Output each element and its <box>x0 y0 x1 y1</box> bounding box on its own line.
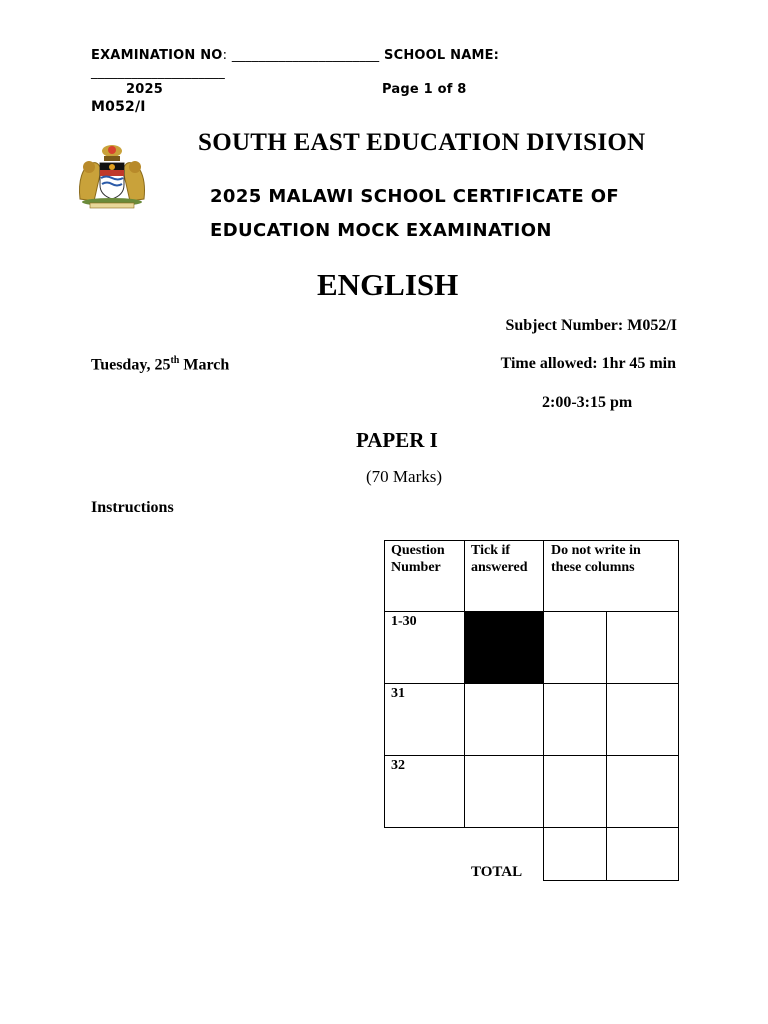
exam-number-field[interactable]: ______________________ <box>231 48 380 63</box>
time-range: 2:00-3:15 pm <box>542 394 633 411</box>
coat-of-arms-logo <box>74 141 150 209</box>
paper-code: M052/I <box>91 99 146 115</box>
header-tick-if-answered: Tick if answered <box>471 543 528 575</box>
table-border <box>678 540 679 881</box>
tick-cell-32[interactable] <box>465 756 543 827</box>
instructions-heading: Instructions <box>91 499 174 516</box>
subject-title: ENGLISH <box>317 267 459 302</box>
row-question-number: 1-30 <box>391 614 417 629</box>
paper-name: PAPER I <box>356 428 438 452</box>
division-title: SOUTH EAST EDUCATION DIVISION <box>198 129 646 156</box>
time-allowed: Time allowed: 1hr 45 min <box>500 355 676 372</box>
school-name-label: SCHOOL NAME: <box>384 48 500 63</box>
subject-number: Subject Number: M052/I <box>505 317 677 334</box>
header-do-not-write: Do not write in these columns <box>551 543 641 575</box>
header-question-number: Question Number <box>391 543 445 575</box>
exam-title-line2: EDUCATION MOCK EXAMINATION <box>210 220 552 241</box>
row-question-number: 31 <box>391 686 405 701</box>
school-name-field[interactable]: ____________________ <box>91 65 225 80</box>
row-question-number: 32 <box>391 758 405 773</box>
total-label: TOTAL <box>471 864 523 880</box>
page-number: Page 1 of 8 <box>382 82 467 97</box>
header-year: 2025 <box>126 82 163 97</box>
shaded-tick-cell <box>465 612 543 683</box>
table-border <box>543 540 544 881</box>
total-marks: (70 Marks) <box>366 467 443 486</box>
exam-title-line1: 2025 MALAWI SCHOOL CERTIFICATE OF <box>210 186 620 207</box>
table-border <box>384 827 679 828</box>
table-border <box>384 540 679 541</box>
table-border <box>543 880 679 881</box>
exam-date: Tuesday, 25th March <box>91 355 230 374</box>
tick-cell-31[interactable] <box>465 684 543 755</box>
table-border <box>606 611 607 881</box>
exam-number-label: EXAMINATION NO: ______________________ SCHOOL NAME: <box>91 48 500 63</box>
table-border <box>384 540 385 828</box>
date-ordinal: th <box>170 355 180 366</box>
